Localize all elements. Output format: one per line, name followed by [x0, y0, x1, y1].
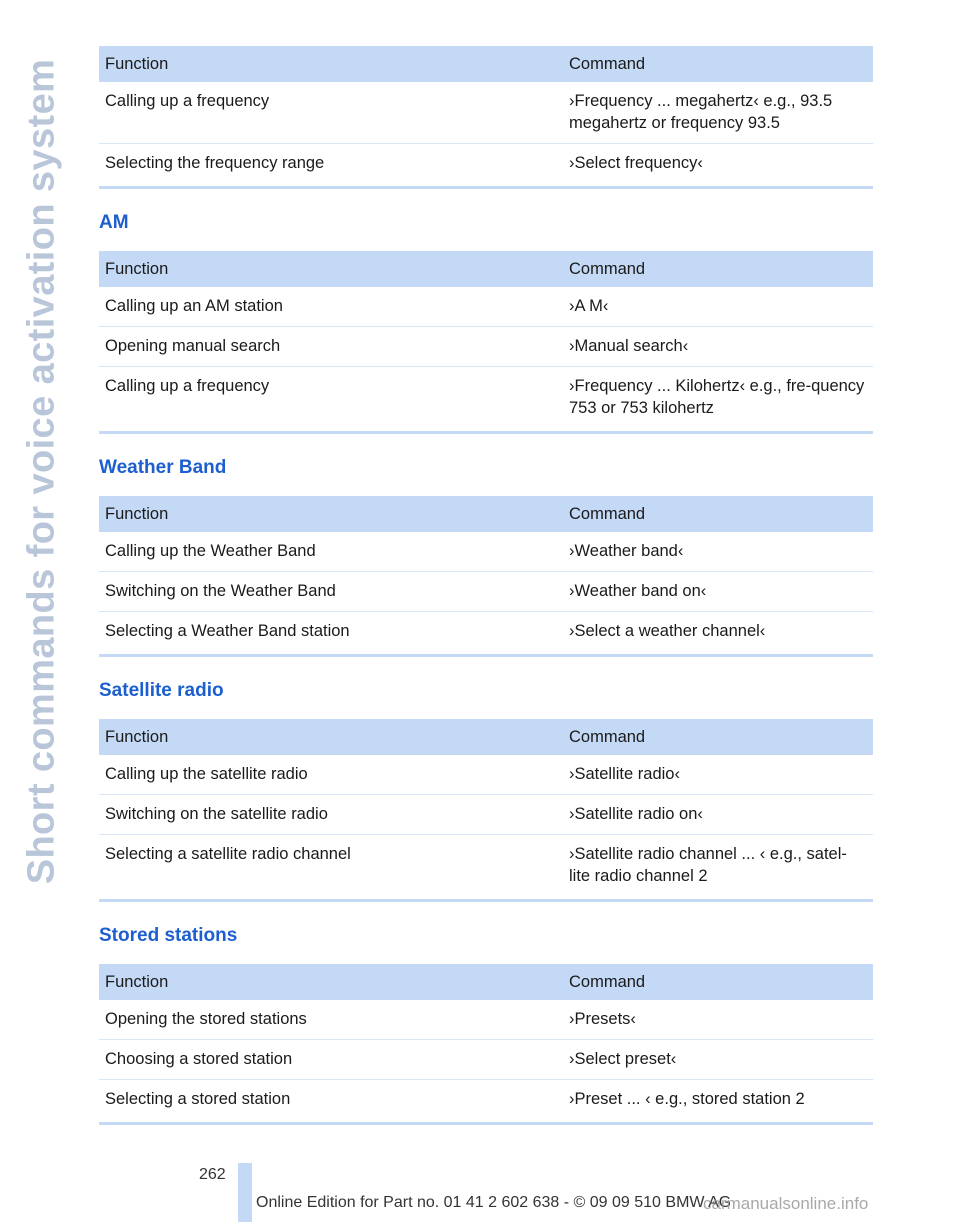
table-row	[99, 1000, 873, 1040]
command-cell: ›Satellite radio‹	[563, 755, 873, 795]
command-cell: ›Satellite radio on‹	[563, 795, 873, 835]
command-cell: ›Weather band on‹	[563, 572, 873, 612]
edition-line: Online Edition for Part no. 01 41 2 602 638 - © 09 09 510 BMW AG	[256, 1194, 732, 1211]
command-cell: ›A M‹	[563, 287, 873, 327]
table-row	[99, 532, 873, 572]
command-cell: ›Weather band‹	[563, 532, 873, 572]
table-row	[99, 287, 873, 327]
table-header-row	[99, 46, 873, 82]
function-cell: Opening manual search	[99, 327, 563, 367]
header-function: Function	[99, 46, 563, 82]
command-table-am	[99, 251, 873, 434]
table-row	[99, 1040, 873, 1080]
function-cell: Switching on the Weather Band	[99, 572, 563, 612]
function-cell: Selecting the frequency range	[99, 144, 563, 188]
function-cell: Calling up an AM station	[99, 287, 563, 327]
table-row	[99, 612, 873, 656]
function-cell: Opening the stored stations	[99, 1000, 563, 1040]
header-command: Command	[563, 251, 873, 287]
header-function: Function	[99, 719, 563, 755]
command-table-satellite-radio	[99, 719, 873, 902]
table-header-row	[99, 496, 873, 532]
table-row	[99, 327, 873, 367]
command-table-fm	[99, 46, 873, 189]
command-cell: ›Select frequency‹	[563, 144, 873, 188]
footer-accent-bar	[238, 1163, 252, 1222]
side-section-title	[20, 40, 64, 885]
table-row	[99, 1080, 873, 1124]
table-header-row	[99, 719, 873, 755]
command-cell: ›Preset ... ‹ e.g., stored station 2	[563, 1080, 873, 1124]
command-cell: ›Satellite radio channel ... ‹ e.g., satel-lite radio channel 2	[563, 835, 873, 901]
command-cell: ›Frequency ... Kilohertz‹ e.g., fre-quency 753 or 753 kilohertz	[563, 367, 873, 433]
section-heading-stored-stations: Stored stations	[99, 925, 238, 946]
command-cell: ›Manual search‹	[563, 327, 873, 367]
table-row	[99, 795, 873, 835]
watermark: carmanualsonline.info	[703, 1194, 869, 1213]
page-number: 262	[199, 1166, 226, 1183]
header-command: Command	[563, 496, 873, 532]
function-cell: Choosing a stored station	[99, 1040, 563, 1080]
page-content	[99, 46, 873, 1125]
section-heading-satellite-radio: Satellite radio	[99, 680, 224, 701]
header-command: Command	[563, 719, 873, 755]
table-row	[99, 367, 873, 433]
function-cell: Calling up the Weather Band	[99, 532, 563, 572]
function-cell: Calling up a frequency	[99, 367, 563, 433]
command-cell: ›Frequency ... megahertz‹ e.g., 93.5 megahertz or frequency 93.5	[563, 82, 873, 144]
function-cell: Selecting a satellite radio channel	[99, 835, 563, 901]
function-cell: Calling up a frequency	[99, 82, 563, 144]
table-header-row	[99, 964, 873, 1000]
side-section-title-text: Short commands for voice activation system	[20, 58, 63, 885]
section-heading-am: AM	[99, 212, 129, 233]
section-heading-weather-band: Weather Band	[99, 457, 227, 478]
header-function: Function	[99, 251, 563, 287]
table-header-row	[99, 251, 873, 287]
header-command: Command	[563, 964, 873, 1000]
command-cell: ›Select a weather channel‹	[563, 612, 873, 656]
command-cell: ›Presets‹	[563, 1000, 873, 1040]
table-row	[99, 82, 873, 144]
command-cell: ›Select preset‹	[563, 1040, 873, 1080]
table-row	[99, 755, 873, 795]
table-row	[99, 144, 873, 188]
function-cell: Selecting a stored station	[99, 1080, 563, 1124]
header-command: Command	[563, 46, 873, 82]
function-cell: Switching on the satellite radio	[99, 795, 563, 835]
table-row	[99, 572, 873, 612]
function-cell: Calling up the satellite radio	[99, 755, 563, 795]
header-function: Function	[99, 496, 563, 532]
command-table-stored-stations	[99, 964, 873, 1125]
table-row	[99, 835, 873, 901]
command-table-weather-band	[99, 496, 873, 657]
header-function: Function	[99, 964, 563, 1000]
function-cell: Selecting a Weather Band station	[99, 612, 563, 656]
